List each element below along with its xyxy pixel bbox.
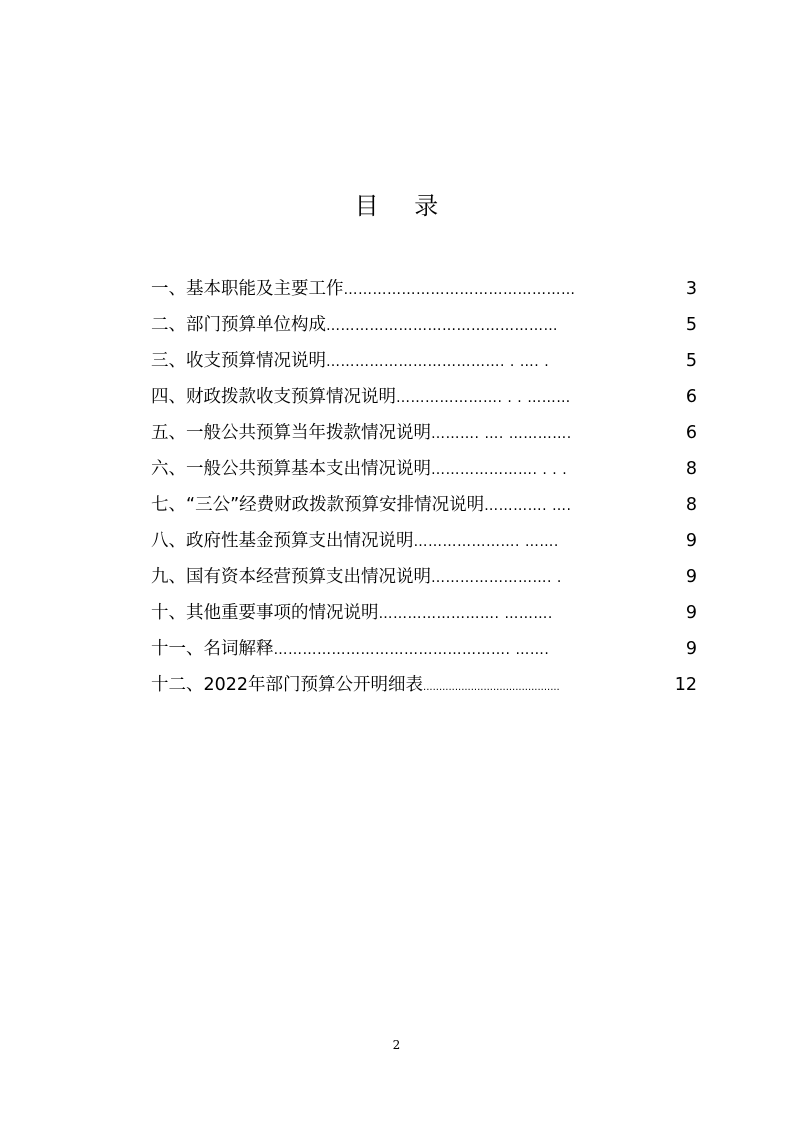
toc-entry-leader: …………………………………………	[343, 282, 576, 298]
toc-entry-leader: …………………………………………. …….	[273, 642, 550, 658]
toc-entry-leader: ………………………………. . …. .	[326, 354, 550, 370]
toc-entry-label: 六、一般公共预算基本支出情况说明	[151, 459, 431, 479]
toc-entry-7[interactable]	[151, 491, 697, 527]
toc-entry-label: 十一、名词解释	[151, 639, 274, 659]
toc-entry-label: 七、“三公”经费财政拨款预算安排情况说明	[151, 495, 485, 515]
toc-entry-8[interactable]	[151, 527, 697, 563]
toc-entry-leader: ………. …. ………….	[431, 426, 572, 442]
toc-entry-leader: ……………………. ……….	[378, 606, 553, 622]
toc-entry-2[interactable]	[151, 311, 697, 347]
toc-entry-12[interactable]	[151, 671, 697, 707]
toc-entry-6[interactable]	[151, 455, 697, 491]
toc-entry-leader: ……………………. .	[431, 570, 562, 586]
toc-entry-page: 9	[685, 603, 697, 623]
toc-entry-label: 一、基本职能及主要工作	[151, 279, 344, 299]
toc-entry-label: 九、国有资本经营预算支出情况说明	[151, 567, 431, 587]
toc-entry-page: 5	[685, 315, 697, 335]
toc-entry-5[interactable]	[151, 419, 697, 455]
toc-entry-page: 12	[674, 675, 697, 695]
toc-entry-9[interactable]	[151, 563, 697, 599]
toc-entry-page: 8	[685, 495, 697, 515]
toc-entry-11[interactable]	[151, 635, 697, 671]
toc-entry-leader: ...........................................	[423, 682, 560, 693]
toc-entry-label: 五、一般公共预算当年拨款情况说明	[151, 423, 431, 443]
toc-entry-page: 9	[685, 567, 697, 587]
toc-entry-4[interactable]	[151, 383, 697, 419]
toc-entry-page: 9	[685, 531, 697, 551]
toc-entry-leader: …………………. …….	[413, 534, 559, 550]
table-of-contents	[151, 275, 697, 707]
toc-entry-page: 8	[685, 459, 697, 479]
toc-entry-label: 四、财政拨款收支预算情况说明	[151, 387, 396, 407]
toc-title: 目 录	[354, 192, 453, 220]
page-number: 2	[392, 1038, 401, 1052]
toc-entry-page: 6	[685, 423, 697, 443]
toc-entry-label: 十二、2022年部门预算公开明细表	[151, 675, 424, 695]
toc-entry-label: 三、收支预算情况说明	[151, 351, 326, 371]
toc-entry-label: 八、政府性基金预算支出情况说明	[151, 531, 414, 551]
toc-entry-page: 3	[685, 279, 697, 299]
toc-entry-3[interactable]	[151, 347, 697, 383]
toc-entry-10[interactable]	[151, 599, 697, 635]
toc-entry-leader: …………………. . . ………	[396, 390, 571, 406]
toc-entry-page: 9	[685, 639, 697, 659]
toc-entry-label: 二、部门预算单位构成	[151, 315, 326, 335]
toc-entry-page: 5	[685, 351, 697, 371]
toc-entry-1[interactable]	[151, 275, 697, 311]
toc-entry-leader: …………………………………………	[326, 318, 558, 334]
toc-entry-leader: …………. ….	[484, 498, 572, 514]
toc-entry-page: 6	[685, 387, 697, 407]
toc-entry-label: 十、其他重要事项的情况说明	[151, 603, 379, 623]
toc-entry-leader: …………………. . . .	[431, 462, 568, 478]
